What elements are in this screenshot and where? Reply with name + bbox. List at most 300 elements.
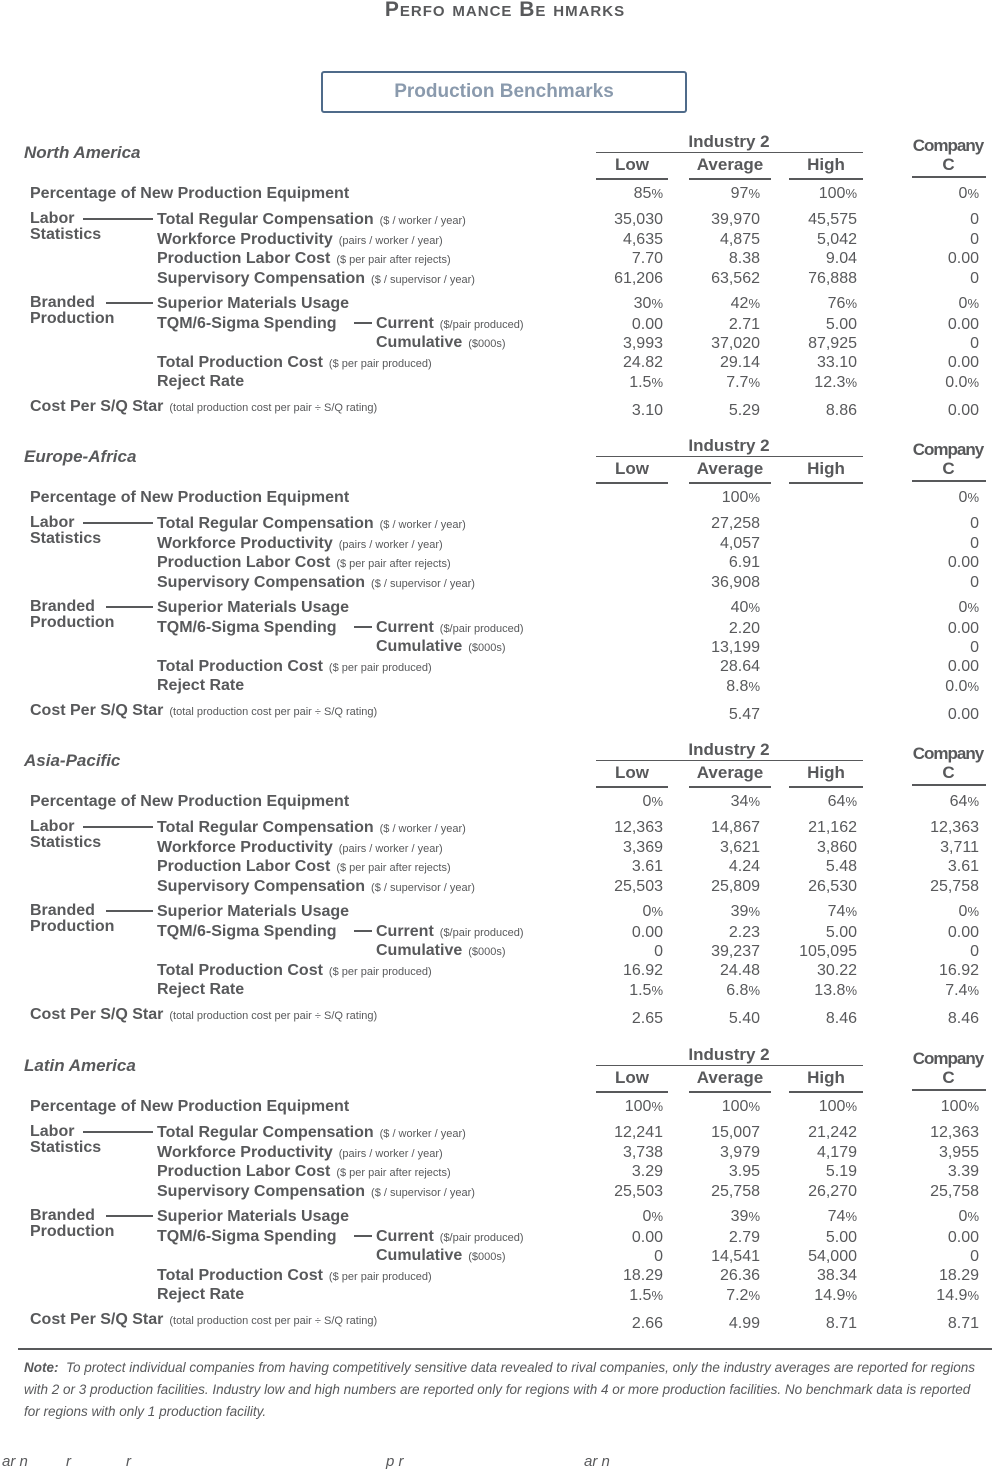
value-number: 14.9 xyxy=(936,1287,968,1304)
label-superior-materials-usage-text: Superior Materials Usage xyxy=(157,903,350,920)
label-production-labor-cost-text: Production Labor Cost xyxy=(157,554,331,571)
branded-group-label: Branded xyxy=(30,1207,95,1224)
label-supervisory-compensation-text: Supervisory Compensation xyxy=(157,1183,366,1200)
value-wp-high: 4,179 xyxy=(816,1144,857,1161)
label-reject-rate-text: Reject Rate xyxy=(157,1286,245,1303)
value-number: 39 xyxy=(730,1208,749,1225)
label-tqm-current xyxy=(376,1228,524,1246)
value-smu-high xyxy=(737,1208,857,1226)
value-plc-avg: 6.91 xyxy=(728,554,760,571)
value-percent-sign: % xyxy=(651,983,663,998)
note-text: To protect individual companies from having competitively sensitive data revealed to rival companies, only the industry averages are reported for regions with 2 or 3 production facilities. Industry low and high numbers are reported only for regions with 4 or more production facilities. No benchmark data is reported for regions with only 1 production facility. xyxy=(24,1360,975,1419)
value-number: 7.7 xyxy=(726,374,749,391)
value-cum-comp: 0 xyxy=(970,639,979,656)
value-cur-low: 0.00 xyxy=(631,924,663,941)
value-percent-sign: % xyxy=(748,1099,760,1114)
label-cost-per-sq-star-unit: (total production cost per pair ÷ S/Q rating) xyxy=(169,1010,378,1022)
value-percent-sign: % xyxy=(748,904,760,919)
label-workforce-productivity xyxy=(157,535,443,553)
value-number: 0.0 xyxy=(945,678,968,695)
value-wp-low: 4,635 xyxy=(622,231,663,248)
value-percent-sign: % xyxy=(967,296,979,311)
high-underline xyxy=(789,1091,863,1093)
label-tqm-current xyxy=(376,619,524,637)
value-plc-avg: 3.95 xyxy=(728,1163,760,1180)
label-workforce-productivity-text: Workforce Productivity xyxy=(157,1144,333,1161)
value-percent-sign: % xyxy=(967,600,979,615)
high-underline xyxy=(789,786,863,788)
value-number: 34 xyxy=(730,793,749,810)
label-supervisory-compensation-unit: ($ / supervisor / year) xyxy=(371,578,475,590)
label-cost-per-sq-star-unit: (total production cost per pair ÷ S/Q rating) xyxy=(169,1315,378,1327)
label-workforce-productivity xyxy=(157,1144,443,1162)
company-header-line1: Company xyxy=(912,1049,984,1068)
value-cps-low: 2.65 xyxy=(631,1010,663,1027)
industry-rule xyxy=(596,760,863,761)
industry-header: Industry 2 xyxy=(688,740,770,759)
label-production-labor-cost-unit: ($ per pair after rejects) xyxy=(336,1167,451,1179)
value-cum-comp: 0 xyxy=(970,335,979,352)
value-wp-low: 3,369 xyxy=(622,839,663,856)
value-percent-sign: % xyxy=(651,794,663,809)
label-tqm-spending xyxy=(157,619,337,637)
value-pct-new-comp xyxy=(859,489,979,507)
label-total-regular-compensation-unit: ($ / worker / year) xyxy=(379,1128,466,1140)
average-underline xyxy=(689,482,771,484)
value-cps-avg: 5.47 xyxy=(728,706,760,723)
value-wp-avg: 3,979 xyxy=(719,1144,760,1161)
label-total-production-cost xyxy=(157,658,432,676)
high-underline xyxy=(789,482,863,484)
value-cum-avg: 14,541 xyxy=(711,1248,760,1265)
label-workforce-productivity-unit: (pairs / worker / year) xyxy=(338,539,443,551)
note-label: Note: xyxy=(24,1360,59,1375)
value-number: 1.5 xyxy=(629,374,652,391)
label-tqm-cumulative xyxy=(376,334,506,352)
company-underline xyxy=(912,784,986,786)
value-cps-low: 2.66 xyxy=(631,1315,663,1332)
value-percent-sign: % xyxy=(845,186,857,201)
value-rr-comp xyxy=(859,374,979,392)
label-pct-new-equipment xyxy=(30,793,349,811)
label-total-production-cost-unit: ($ per pair produced) xyxy=(328,966,432,978)
label-superior-materials-usage-text: Superior Materials Usage xyxy=(157,295,350,312)
label-pct-new-equipment xyxy=(30,489,349,507)
value-plc-comp: 0.00 xyxy=(947,250,979,267)
label-cost-per-sq-star-text: Cost Per S/Q Star xyxy=(30,398,164,415)
industry-rule xyxy=(596,152,863,153)
value-tpc-high: 33.10 xyxy=(816,354,857,371)
label-total-production-cost-text: Total Production Cost xyxy=(157,1267,323,1284)
label-total-production-cost-text: Total Production Cost xyxy=(157,962,323,979)
value-cps-comp: 0.00 xyxy=(947,402,979,419)
col-header-average: Average xyxy=(696,1068,764,1087)
label-pct-new-equipment xyxy=(30,185,349,203)
label-supervisory-compensation-unit: ($ / supervisor / year) xyxy=(371,882,475,894)
value-tpc-high: 30.22 xyxy=(816,962,857,979)
industry-header: Industry 2 xyxy=(688,436,770,455)
labor-group-label: Labor xyxy=(30,210,75,227)
label-total-regular-compensation-text: Total Regular Compensation xyxy=(157,211,374,228)
value-percent-sign: % xyxy=(967,679,979,694)
footer-fragment-1: ar n xyxy=(2,1453,28,1470)
label-tqm-current-unit: ($/pair produced) xyxy=(439,319,524,331)
label-production-labor-cost-text: Production Labor Cost xyxy=(157,1163,331,1180)
col-header-low: Low xyxy=(615,1068,649,1087)
label-tqm-cumulative-text: Cumulative xyxy=(376,1247,463,1264)
value-smu-comp xyxy=(859,295,979,313)
value-number: 0 xyxy=(642,793,652,810)
branded-group-label: Production xyxy=(30,614,115,631)
labor-group-label: Labor xyxy=(30,1123,75,1140)
value-tpc-avg: 24.48 xyxy=(719,962,760,979)
label-tqm-spending-text: TQM/6-Sigma Spending xyxy=(157,315,337,332)
value-tpc-comp: 16.92 xyxy=(938,962,979,979)
col-header-average: Average xyxy=(696,459,764,478)
value-number: 74 xyxy=(827,1208,846,1225)
value-percent-sign: % xyxy=(845,375,857,390)
value-trc-comp: 12,363 xyxy=(930,1124,979,1141)
region-name-latin-america: Latin America xyxy=(24,1056,136,1075)
average-underline xyxy=(689,786,771,788)
tqm-connector xyxy=(354,930,372,932)
value-cur-avg: 2.20 xyxy=(728,620,760,637)
label-workforce-productivity-unit: (pairs / worker / year) xyxy=(338,1148,443,1160)
value-sc-avg: 25,809 xyxy=(711,878,760,895)
label-tqm-current-unit: ($/pair produced) xyxy=(439,623,524,635)
value-percent-sign: % xyxy=(967,375,979,390)
value-cur-low: 0.00 xyxy=(631,1229,663,1246)
value-cur-comp: 0.00 xyxy=(947,316,979,333)
value-rr-comp xyxy=(859,678,979,696)
value-cps-comp: 8.46 xyxy=(947,1010,979,1027)
label-production-labor-cost-unit: ($ per pair after rejects) xyxy=(336,558,451,570)
tqm-connector xyxy=(354,626,372,628)
value-cum-comp: 0 xyxy=(970,943,979,960)
value-percent-sign: % xyxy=(651,296,663,311)
value-cum-high: 54,000 xyxy=(808,1248,857,1265)
value-percent-sign: % xyxy=(845,296,857,311)
label-total-regular-compensation-text: Total Regular Compensation xyxy=(157,819,374,836)
industry-header: Industry 2 xyxy=(688,132,770,151)
label-tqm-current-text: Current xyxy=(376,315,434,332)
value-cur-comp: 0.00 xyxy=(947,924,979,941)
value-tpc-avg: 26.36 xyxy=(719,1267,760,1284)
value-rr-high xyxy=(737,982,857,1000)
value-smu-comp xyxy=(859,903,979,921)
value-trc-high: 21,162 xyxy=(808,819,857,836)
labor-group-label: Labor xyxy=(30,818,75,835)
labor-group-label: Statistics xyxy=(30,530,102,547)
value-tpc-comp: 18.29 xyxy=(938,1267,979,1284)
value-cur-high: 5.00 xyxy=(825,316,857,333)
label-production-labor-cost xyxy=(157,1163,451,1181)
value-cur-high: 5.00 xyxy=(825,924,857,941)
value-pct-new-avg xyxy=(640,489,760,507)
label-pct-new-equipment-text: Percentage of New Production Equipment xyxy=(30,1098,350,1115)
value-percent-sign: % xyxy=(967,186,979,201)
value-cur-comp: 0.00 xyxy=(947,620,979,637)
value-cps-avg: 4.99 xyxy=(728,1315,760,1332)
label-tqm-spending xyxy=(157,923,337,941)
label-cost-per-sq-star-text: Cost Per S/Q Star xyxy=(30,1006,164,1023)
value-number: 100 xyxy=(818,1098,846,1115)
value-wp-low: 3,738 xyxy=(622,1144,663,1161)
value-percent-sign: % xyxy=(651,375,663,390)
value-cum-avg: 37,020 xyxy=(711,335,760,352)
label-reject-rate xyxy=(157,373,244,391)
value-sc-high: 76,888 xyxy=(808,270,857,287)
label-tqm-cumulative xyxy=(376,638,506,656)
value-tpc-low: 18.29 xyxy=(622,1267,663,1284)
value-percent-sign: % xyxy=(967,794,979,809)
label-tqm-cumulative-unit: ($000s) xyxy=(468,1251,506,1263)
value-wp-high: 3,860 xyxy=(816,839,857,856)
value-number: 100 xyxy=(940,1098,968,1115)
label-total-production-cost-unit: ($ per pair produced) xyxy=(328,358,432,370)
value-cum-low: 3,993 xyxy=(622,335,663,352)
labor-group-label: Labor xyxy=(30,514,75,531)
company-underline xyxy=(912,1089,986,1091)
label-cost-per-sq-star xyxy=(30,1311,377,1329)
label-production-labor-cost-unit: ($ per pair after rejects) xyxy=(336,862,451,874)
value-percent-sign: % xyxy=(748,375,760,390)
value-number: 1.5 xyxy=(629,1287,652,1304)
value-cur-high: 5.00 xyxy=(825,1229,857,1246)
label-supervisory-compensation-unit: ($ / supervisor / year) xyxy=(371,274,475,286)
label-supervisory-compensation xyxy=(157,1183,475,1201)
label-total-production-cost-unit: ($ per pair produced) xyxy=(328,1271,432,1283)
value-trc-high: 45,575 xyxy=(808,211,857,228)
label-reject-rate-text: Reject Rate xyxy=(157,677,245,694)
value-wp-high: 5,042 xyxy=(816,231,857,248)
label-total-regular-compensation xyxy=(157,211,466,229)
value-number: 14.9 xyxy=(814,1287,846,1304)
value-plc-high: 5.19 xyxy=(825,1163,857,1180)
label-tqm-spending-text: TQM/6-Sigma Spending xyxy=(157,1228,337,1245)
label-pct-new-equipment-text: Percentage of New Production Equipment xyxy=(30,489,350,506)
value-plc-comp: 0.00 xyxy=(947,554,979,571)
value-trc-comp: 0 xyxy=(970,515,979,532)
value-pct-new-comp xyxy=(859,1098,979,1116)
label-tqm-cumulative xyxy=(376,1247,506,1265)
value-number: 0 xyxy=(958,295,968,312)
value-cps-high: 8.46 xyxy=(825,1010,857,1027)
value-trc-low: 12,363 xyxy=(614,819,663,836)
value-cur-low: 0.00 xyxy=(631,316,663,333)
value-percent-sign: % xyxy=(967,1288,979,1303)
value-sc-low: 61,206 xyxy=(614,270,663,287)
label-superior-materials-usage-text: Superior Materials Usage xyxy=(157,599,350,616)
value-cps-high: 8.71 xyxy=(825,1315,857,1332)
label-superior-materials-usage-text: Superior Materials Usage xyxy=(157,1208,350,1225)
value-percent-sign: % xyxy=(967,904,979,919)
branded-group-label: Production xyxy=(30,310,115,327)
average-underline xyxy=(689,1091,771,1093)
value-number: 8.8 xyxy=(726,678,749,695)
label-workforce-productivity xyxy=(157,839,443,857)
label-tqm-current xyxy=(376,923,524,941)
label-tqm-cumulative-text: Cumulative xyxy=(376,638,463,655)
value-tpc-avg: 29.14 xyxy=(719,354,760,371)
labor-connector xyxy=(83,218,153,220)
labor-group-label: Statistics xyxy=(30,226,102,243)
value-percent-sign: % xyxy=(748,296,760,311)
value-number: 74 xyxy=(827,903,846,920)
label-cost-per-sq-star xyxy=(30,1006,377,1024)
label-cost-per-sq-star xyxy=(30,702,377,720)
value-sc-avg: 25,758 xyxy=(711,1183,760,1200)
value-rr-high xyxy=(737,374,857,392)
page-title: Perfo mance Be hmarks xyxy=(384,0,626,21)
col-header-high: High xyxy=(807,459,845,478)
label-total-production-cost-text: Total Production Cost xyxy=(157,354,323,371)
label-cost-per-sq-star xyxy=(30,398,377,416)
value-sc-comp: 0 xyxy=(970,574,979,591)
label-tqm-cumulative xyxy=(376,942,506,960)
value-percent-sign: % xyxy=(748,186,760,201)
value-percent-sign: % xyxy=(967,983,979,998)
value-cur-avg: 2.23 xyxy=(728,924,760,941)
label-total-regular-compensation xyxy=(157,515,466,533)
value-cur-comp: 0.00 xyxy=(947,1229,979,1246)
label-tqm-current-text: Current xyxy=(376,1228,434,1245)
col-header-low: Low xyxy=(615,763,649,782)
company-header-line1: Company xyxy=(912,744,984,763)
value-pct-new-high xyxy=(737,793,857,811)
label-cost-per-sq-star-text: Cost Per S/Q Star xyxy=(30,702,164,719)
branded-connector xyxy=(106,302,153,304)
value-number: 64 xyxy=(949,793,968,810)
value-sc-low: 25,503 xyxy=(614,878,663,895)
value-percent-sign: % xyxy=(845,983,857,998)
value-tpc-low: 24.82 xyxy=(622,354,663,371)
col-header-high: High xyxy=(807,763,845,782)
value-percent-sign: % xyxy=(845,1209,857,1224)
value-cum-low: 0 xyxy=(654,943,663,960)
value-number: 85 xyxy=(633,185,652,202)
company-header-line2: C xyxy=(942,763,954,782)
value-cps-comp: 0.00 xyxy=(947,706,979,723)
company-header-line2: C xyxy=(942,155,954,174)
value-cur-avg: 2.79 xyxy=(728,1229,760,1246)
value-percent-sign: % xyxy=(651,1288,663,1303)
value-trc-avg: 15,007 xyxy=(711,1124,760,1141)
label-reject-rate xyxy=(157,981,244,999)
value-pct-new-high xyxy=(737,185,857,203)
label-workforce-productivity-unit: (pairs / worker / year) xyxy=(338,235,443,247)
value-trc-avg: 14,867 xyxy=(711,819,760,836)
company-header-line1: Company xyxy=(912,136,984,155)
label-reject-rate xyxy=(157,1286,244,1304)
label-total-regular-compensation xyxy=(157,819,466,837)
value-trc-low: 35,030 xyxy=(614,211,663,228)
value-number: 0 xyxy=(642,1208,652,1225)
label-pct-new-equipment xyxy=(30,1098,349,1116)
label-total-production-cost-text: Total Production Cost xyxy=(157,658,323,675)
label-tqm-spending xyxy=(157,315,337,333)
label-total-production-cost-unit: ($ per pair produced) xyxy=(328,662,432,674)
value-number: 42 xyxy=(730,295,749,312)
industry-rule xyxy=(596,1065,863,1066)
value-sc-comp: 25,758 xyxy=(930,1183,979,1200)
value-sc-avg: 63,562 xyxy=(711,270,760,287)
value-cum-comp: 0 xyxy=(970,1248,979,1265)
value-cps-comp: 8.71 xyxy=(947,1315,979,1332)
label-total-regular-compensation-text: Total Regular Compensation xyxy=(157,515,374,532)
value-number: 0.0 xyxy=(945,374,968,391)
footer-fragment-3: r xyxy=(126,1453,131,1470)
label-tqm-current xyxy=(376,315,524,333)
value-pct-new-comp xyxy=(859,185,979,203)
branded-group-label: Branded xyxy=(30,294,95,311)
value-wp-avg: 4,875 xyxy=(719,231,760,248)
label-total-regular-compensation-unit: ($ / worker / year) xyxy=(379,519,466,531)
value-pct-new-comp xyxy=(859,793,979,811)
low-underline xyxy=(596,178,668,180)
value-percent-sign: % xyxy=(748,1288,760,1303)
label-tqm-current-unit: ($/pair produced) xyxy=(439,1232,524,1244)
value-sc-avg: 36,908 xyxy=(711,574,760,591)
value-trc-comp: 12,363 xyxy=(930,819,979,836)
value-wp-comp: 0 xyxy=(970,231,979,248)
value-smu-comp xyxy=(859,599,979,617)
value-plc-avg: 8.38 xyxy=(728,250,760,267)
label-superior-materials-usage xyxy=(157,903,349,921)
label-production-labor-cost xyxy=(157,250,451,268)
label-cost-per-sq-star-text: Cost Per S/Q Star xyxy=(30,1311,164,1328)
high-underline xyxy=(789,178,863,180)
value-number: 0 xyxy=(958,599,968,616)
average-underline xyxy=(689,178,771,180)
value-sc-comp: 25,758 xyxy=(930,878,979,895)
value-wp-comp: 3,711 xyxy=(940,839,979,856)
label-supervisory-compensation xyxy=(157,270,475,288)
label-workforce-productivity-text: Workforce Productivity xyxy=(157,231,333,248)
value-number: 64 xyxy=(827,793,846,810)
col-header-low: Low xyxy=(615,155,649,174)
value-sc-high: 26,270 xyxy=(808,1183,857,1200)
value-number: 6.8 xyxy=(726,982,749,999)
company-header-line2: C xyxy=(942,1068,954,1087)
value-smu-high xyxy=(737,903,857,921)
company-header-line2: C xyxy=(942,459,954,478)
value-cum-low: 0 xyxy=(654,1248,663,1265)
label-superior-materials-usage xyxy=(157,1208,349,1226)
company-header-line1: Company xyxy=(912,440,984,459)
value-tpc-comp: 0.00 xyxy=(947,658,979,675)
label-reject-rate-text: Reject Rate xyxy=(157,373,245,390)
value-plc-comp: 3.61 xyxy=(947,858,979,875)
value-cur-avg: 2.71 xyxy=(728,316,760,333)
label-pct-new-equipment-text: Percentage of New Production Equipment xyxy=(30,185,350,202)
company-underline xyxy=(912,480,986,482)
value-number: 100 xyxy=(624,1098,652,1115)
value-cum-high: 87,925 xyxy=(808,335,857,352)
label-cost-per-sq-star-unit: (total production cost per pair ÷ S/Q rating) xyxy=(169,706,378,718)
footer-fragment-4: p r xyxy=(386,1453,404,1470)
value-rr-comp xyxy=(859,982,979,1000)
value-number: 13.8 xyxy=(814,982,846,999)
value-percent-sign: % xyxy=(845,794,857,809)
value-smu-avg xyxy=(640,599,760,617)
label-workforce-productivity xyxy=(157,231,443,249)
label-total-regular-compensation-text: Total Regular Compensation xyxy=(157,1124,374,1141)
value-tpc-low: 16.92 xyxy=(622,962,663,979)
value-percent-sign: % xyxy=(748,490,760,505)
label-cost-per-sq-star-unit: (total production cost per pair ÷ S/Q rating) xyxy=(169,402,378,414)
value-number: 76 xyxy=(827,295,846,312)
